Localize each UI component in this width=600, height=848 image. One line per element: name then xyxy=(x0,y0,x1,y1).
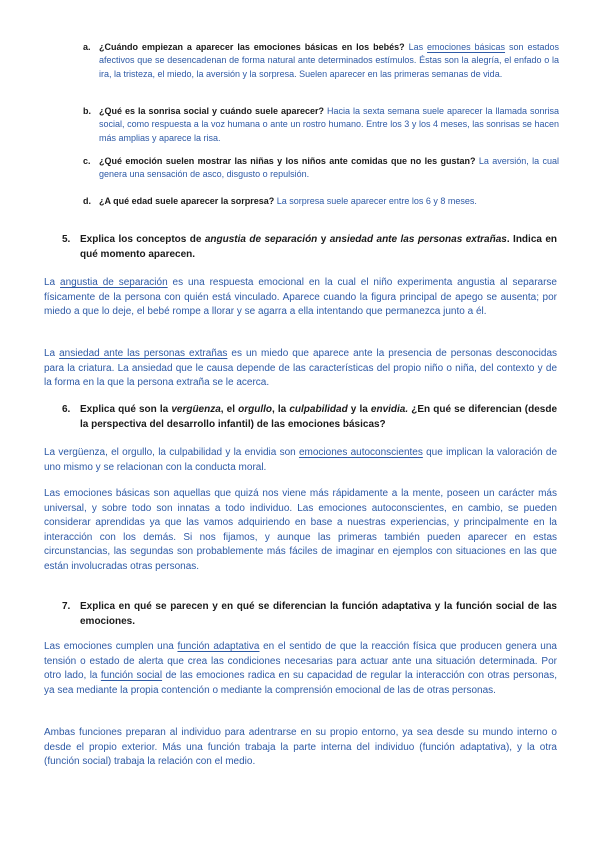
answer-paragraph-autoconscientes xyxy=(44,446,557,475)
answer-text: es un miedo que aparece ante la presencia de personas desconocidas para la criatura. La ansiedad que le causa depende de las características del propio niño o niña, del contexto y de la forma en la que la persona extraña se le acerca. xyxy=(44,348,558,389)
sub-item-question: ¿Qué es la sonrisa social y cuándo suele aparecer? xyxy=(99,106,324,116)
question-text-part: ¿En qué se diferencian (desde la perspectiva del desarrollo infantil) de las emociones básicas? xyxy=(80,404,558,430)
answer-paragraph-ansiedad xyxy=(44,347,557,391)
answer-paragraph-ambas xyxy=(44,726,557,770)
question-text-part: . Indica en qué momento aparecen. xyxy=(80,234,558,260)
question-text: Explica en qué se parecen y en qué se diferencian la función adaptativa y la función social de las emociones. xyxy=(80,601,557,627)
question-text-part: Explica los conceptos de xyxy=(80,234,202,245)
sub-item-b xyxy=(83,105,559,145)
sub-item-answer: La aversión, la cual genera una sensación de asco, disgusto o repulsión. xyxy=(99,156,559,180)
sub-item-label: a. xyxy=(83,42,91,52)
question-number: 7. xyxy=(62,601,71,612)
sub-item-label: d. xyxy=(83,196,91,206)
question-text-italic: envidia. xyxy=(370,404,409,415)
sub-item-answer-post: son estados afectivos que se desencadenan de forma natural ante determinados estímulos. Éstas son la alegría, el enfado o la ira, la tristeza, el miedo, la aversión y la sorpresa. Suelen aparecer en las primeras semanas de vida. xyxy=(99,42,559,79)
question-text xyxy=(80,403,557,432)
question-text-italic: angustia de separación xyxy=(204,234,318,245)
answer-paragraph-diferencias xyxy=(44,487,557,575)
sub-item-c xyxy=(83,155,559,182)
question-text-italic: culpabilidad xyxy=(289,404,348,415)
answer-text: Las emociones cumplen una xyxy=(44,641,174,652)
answer-paragraph-funciones xyxy=(44,640,557,698)
sub-item-answer: Hacia la sexta semana suele aparecer la llamada sonrisa social, como respuesta a la voz humana o ante un rostro humano. Entre los 3 y los 4 meses, las sonrisas se hacen más amplias y aparece la risa. xyxy=(99,106,559,143)
question-text-italic: orgullo xyxy=(238,404,273,415)
question-5 xyxy=(62,233,557,262)
sub-item-answer: La sorpresa suele aparecer entre los 6 y 8 meses. xyxy=(276,196,477,206)
term-emociones-autoconscientes: emociones autoconscientes xyxy=(298,447,423,458)
answer-paragraph-angustia xyxy=(44,276,557,320)
sub-item-label: c. xyxy=(83,156,91,166)
sub-item-question: ¿Cuándo empiezan a aparecer las emociones básicas en los bebés? xyxy=(99,42,405,52)
question-text-italic: ansiedad ante las personas extrañas xyxy=(329,234,507,245)
question-text-part: , la xyxy=(272,404,287,415)
answer-text: es una respuesta emocional en la cual el niño experimenta angustia al separarse físicamente de la persona con quién está vinculado. Aparece cuando la figura principal de apego se ausenta; por miedo a que lo deje, el bebé rompe a llorar y se agarra a ella intentando que permanezca junto a él. xyxy=(44,277,557,318)
sub-item-a xyxy=(83,41,559,81)
question-text-part: Explica qué son la xyxy=(80,404,169,415)
sub-item-label: b. xyxy=(83,106,91,116)
question-text-part: y la xyxy=(350,404,368,415)
term-funcion-adaptativa: función adaptativa xyxy=(177,641,260,652)
sub-item-d xyxy=(83,195,559,208)
question-text-part: y xyxy=(320,234,327,245)
question-number: 5. xyxy=(62,234,71,245)
sub-item-answer-pre: Las xyxy=(408,42,424,52)
answer-text: de las emociones radica en su capacidad de regular la interacción con otras personas, ya sea mediante la propia contención o mediante la comprensión emocional de las de otras personas. xyxy=(44,670,557,696)
sub-item-question: ¿Qué emoción suelen mostrar las niñas y los niños ante comidas que no les gustan? xyxy=(99,156,476,166)
question-6 xyxy=(62,403,557,432)
answer-text: en el sentido de que la reacción física que producen genera una tensión o estado de alerta que crea las condiciones necesarias para actuar ante una situación determinada. Por otro lado, la xyxy=(44,641,557,682)
term-emociones-basicas: emociones básicas xyxy=(427,42,506,52)
answer-text: Ambas funciones preparan al individuo para adentrarse en su propio entorno, ya sea desde su mundo interno o desde el propio exterior. Más una función trabaja la parte interna del individuo (función adaptativa), y la otra (función social) trabaja la relación con el medio. xyxy=(44,727,557,768)
answer-text: Las emociones básicas son aquellas que quizá nos viene más rápidamente a la mente, poseen un carácter más universal, y sobre todo son innatas a todo individuo. Las emociones autoconscientes, en cambio, se pueden considerar aprendidas ya que las vamos adquiriendo en base a nuestras experiencias, y principalmente en la interacción con los demás. Si nos fijamos, y aunque las primeras también pueden aparecer en estas circunstancias, las segundas son probablemente más fáciles de imaginar en ejemplos con situaciones en las que están involucradas otras personas. xyxy=(44,488,557,572)
question-text-italic: vergüenza xyxy=(171,404,221,415)
question-text xyxy=(80,233,557,262)
answer-text: La vergüenza, el orgullo, la culpabilidad y la envidia son xyxy=(44,447,296,458)
term-angustia-separacion: angustia de separación xyxy=(60,277,168,288)
sub-item-question: ¿A qué edad suele aparecer la sorpresa? xyxy=(99,196,275,206)
question-7 xyxy=(62,600,557,629)
answer-text: La xyxy=(44,277,56,288)
question-number: 6. xyxy=(62,404,71,415)
question-text-part: , el xyxy=(220,404,236,415)
term-funcion-social: función social xyxy=(100,670,163,682)
answer-text: La xyxy=(44,348,56,359)
term-ansiedad-extranas: ansiedad ante las personas extrañas xyxy=(59,348,228,359)
answer-text: que implican la valoración de uno mismo y se relacionan con la conducta moral. xyxy=(44,447,558,473)
